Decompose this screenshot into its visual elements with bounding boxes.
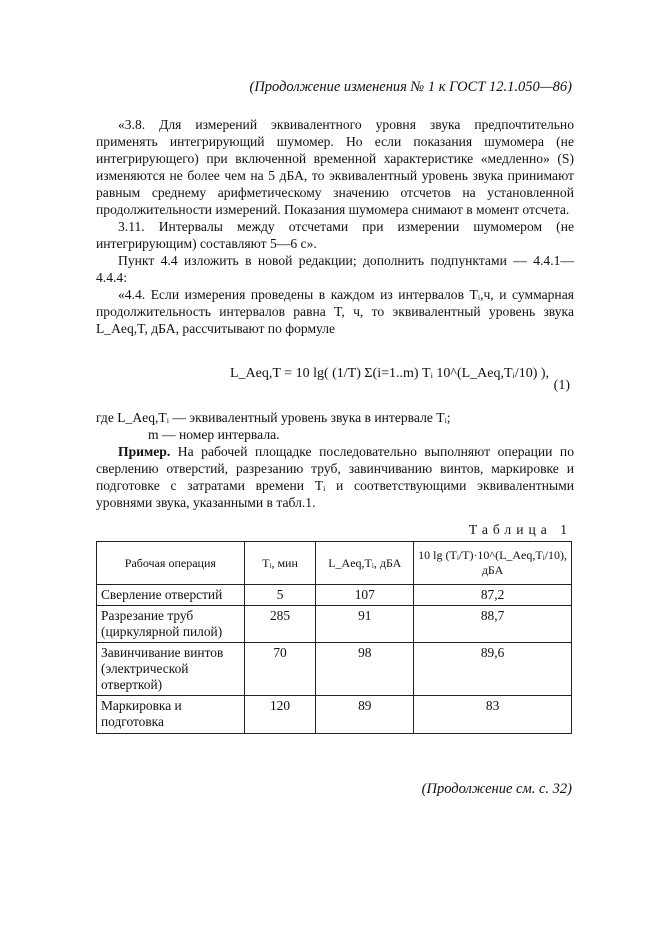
table-header-row	[97, 542, 572, 585]
paragraph-4-4: «4.4. Если измерения проведены в каждом из интервалов Tᵢ,ч, и суммарная продолжительность интервалов равна T, ч, то эквивалентный уровень звука L_Aeq,T, дБА, рассчитывают по формуле	[96, 287, 574, 336]
cell-level: 89	[316, 696, 414, 734]
formula-number: (1)	[553, 378, 570, 393]
cell-level: 98	[316, 643, 414, 696]
paragraph-3-8: «3.8. Для измерений эквивалентного уровня звука предпочтительно применять интегрирующий шумомер. Но если показания шумомера (не интегрирующего) при включенной временной характеристике «медленно» (S) изменяются не более чем на 5 дБА, то эквивалентный уровень звука принимают равным среднему арифметическому значению отсчетов на установленной продолжительности измерений. Показания шумомера снимают в момент отсчета.	[96, 117, 574, 217]
header-time: Tᵢ, мин	[244, 542, 316, 585]
table-row	[97, 606, 572, 643]
body-text	[96, 116, 574, 337]
table-caption: Таблица 1	[468, 522, 572, 537]
table-row	[97, 696, 572, 734]
formula-expression: L_Aeq,T = 10 lg( (1/T) Σ(i=1..m) Tᵢ 10^(L_Aeq,Tᵢ/10) ),	[230, 366, 550, 381]
cell-operation: Разрезание труб (циркулярной пилой)	[97, 606, 245, 643]
example-label: Пример.	[118, 444, 171, 459]
cell-contribution: 88,7	[414, 606, 572, 643]
cell-operation: Завинчивание винтов (электрической отверткой)	[97, 643, 245, 696]
cell-contribution: 87,2	[414, 585, 572, 606]
paragraph-3-11: 3.11. Интервалы между отсчетами при измерении шумомером (не интегрирующим) составляют 5—6 с».	[96, 219, 574, 251]
cell-time: 5	[244, 585, 316, 606]
header-operation: Рабочая операция	[97, 542, 245, 585]
page-footer: (Продолжение см. с. 32)	[421, 781, 572, 797]
cell-operation: Маркировка и подготовка	[97, 696, 245, 734]
cell-time: 120	[244, 696, 316, 734]
table-row	[97, 585, 572, 606]
example-paragraph	[96, 443, 574, 511]
cell-contribution: 83	[414, 696, 572, 734]
cell-operation: Сверление отверстий	[97, 585, 245, 606]
data-table	[96, 541, 572, 734]
cell-time: 285	[244, 606, 316, 643]
cell-time: 70	[244, 643, 316, 696]
cell-contribution: 89,6	[414, 643, 572, 696]
cell-level: 107	[316, 585, 414, 606]
table-row	[97, 643, 572, 696]
legend-line-1: где L_Aeq,Tᵢ — эквивалентный уровень звука в интервале Tᵢ;	[96, 410, 451, 425]
formula-1	[96, 366, 574, 410]
legend-line-2: m — номер интервала.	[148, 427, 280, 442]
page-header: (Продолжение изменения № 1 к ГОСТ 12.1.050—86)	[249, 79, 572, 95]
paragraph-4-4-intro: Пункт 4.4 изложить в новой редакции; дополнить подпунктами — 4.4.1—4.4.4:	[96, 253, 574, 285]
header-level: L_Aeq,Tᵢ, дБА	[316, 542, 414, 585]
formula-legend	[96, 409, 574, 443]
header-contribution: 10 lg (Tᵢ/T)·10^(L_Aeq,Tᵢ/10), дБА	[414, 542, 572, 585]
cell-level: 91	[316, 606, 414, 643]
example-text: На рабочей площадке последовательно выполняют операции по сверлению отверстий, разрезанию труб, завинчиванию винтов, маркировке и подготовке с затратами времени Tᵢ и соответствующими эквивалентными уровнями звука, указанными в табл.1.	[96, 444, 574, 510]
